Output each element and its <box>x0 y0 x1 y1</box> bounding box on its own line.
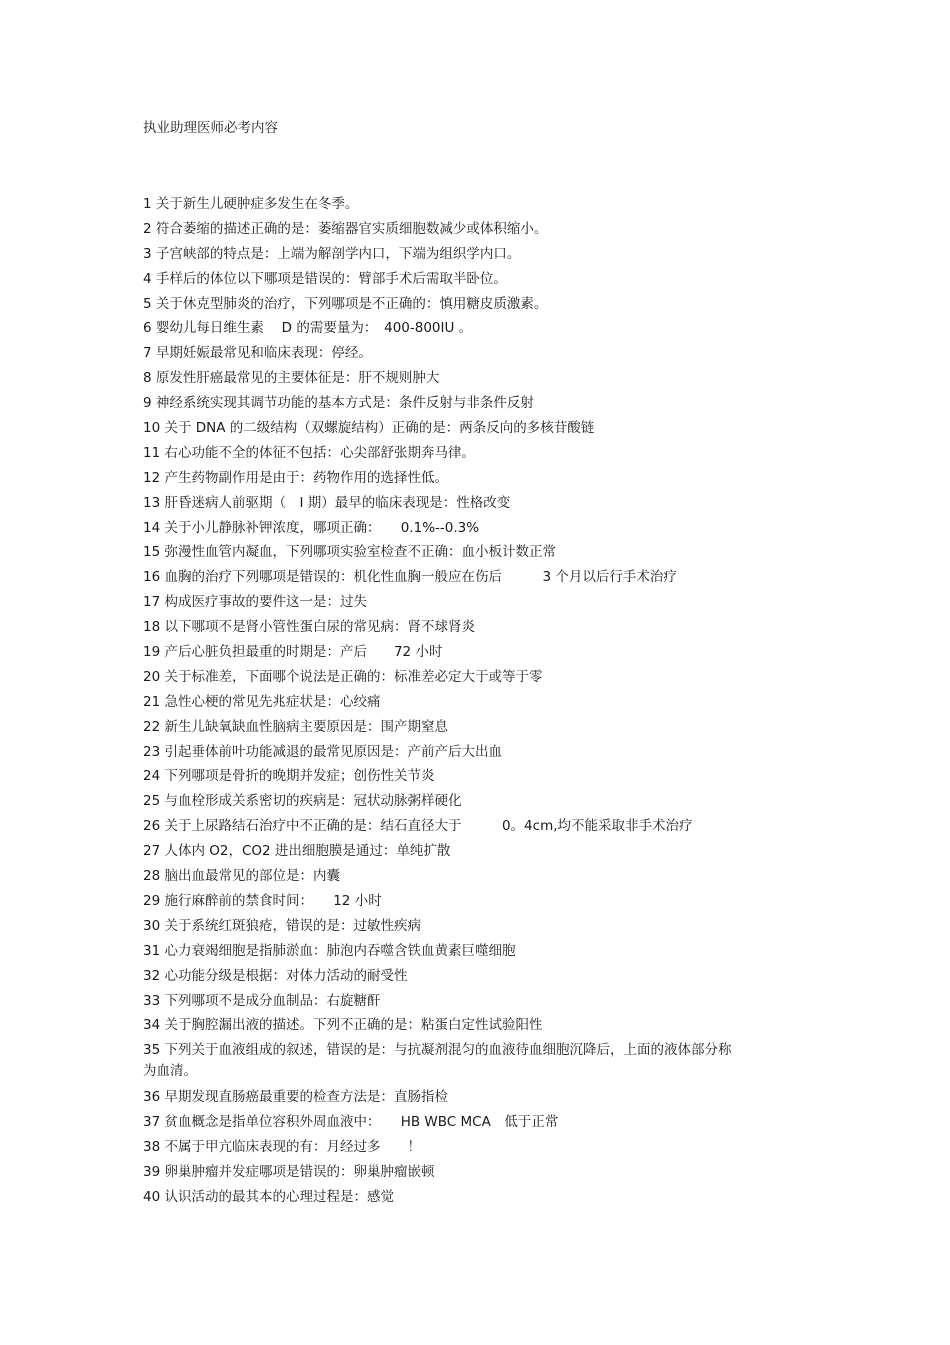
list-item: 15 弥漫性血管内凝血，下列哪项实验室检查不正确：血小板计数正常 <box>143 544 556 561</box>
list-item: 21 急性心梗的常见先兆症状是：心绞痛 <box>143 693 381 710</box>
list-item: 13 肝昏迷病人前驱期（ I 期）最早的临床表现是：性格改变 <box>143 494 511 511</box>
list-item: 3 子宫峡部的特点是：上端为解剖学内口，下端为组织学内口。 <box>143 245 521 262</box>
list-item: 2 符合萎缩的描述正确的是：萎缩器官实质细胞数减少或体积缩小。 <box>143 220 548 237</box>
list-item: 25 与血栓形成关系密切的疾病是：冠状动脉粥样硬化 <box>143 793 462 810</box>
list-item: 28 脑出血最常见的部位是：内囊 <box>143 868 340 885</box>
list-item: 9 神经系统实现其调节功能的基本方式是：条件反射与非条件反射 <box>143 395 534 412</box>
list-item: 37 贫血概念是指单位容积外周血液中： HB WBC MCA 低于正常 <box>143 1114 559 1131</box>
list-item: 10 关于 DNA 的二级结构（双螺旋结构）正确的是：两条反向的多核苷酸链 <box>143 420 595 437</box>
list-item: 1 关于新生儿硬肿症多发生在冬季。 <box>143 196 359 212</box>
list-item: 24 下列哪项是骨折的晚期并发症；创伤性关节炎 <box>143 768 435 785</box>
list-item: 4 手样后的体位以下哪项是错误的：臂部手术后需取半卧位。 <box>143 270 507 287</box>
list-item: 19 产后心脏负担最重的时期是：产后 72 小时 <box>143 644 443 661</box>
list-item: 30 关于系统红斑狼疮，错误的是：过敏性疾病 <box>143 917 421 934</box>
list-item: 16 血胸的治疗下列哪项是错误的：机化性血胸一般应在伤后 3 个月以后行手术治疗 <box>143 569 677 586</box>
list-item: 29 施行麻醉前的禁食时间： 12 小时 <box>143 892 382 909</box>
list-item: 20 关于标准差，下面哪个说法是正确的：标准差必定大于或等于零 <box>143 668 543 685</box>
list-item: 26 关于上尿路结石治疗中不正确的是：结石直径大于 0。4cm,均不能采取非手术治疗 <box>143 818 693 835</box>
list-item: 23 引起垂体前叶功能减退的最常见原因是：产前产后大出血 <box>143 743 502 760</box>
list-item: 18 以下哪项不是肾小管性蛋白尿的常见病：肾不球肾炎 <box>143 619 475 636</box>
list-item: 35 下列关于血液组成的叙述，错误的是：与抗凝剂混匀的血液待血细胞沉降后，上面的液体部分称为血清。 <box>143 1042 732 1080</box>
list-item: 32 心功能分级是根据：对体力活动的耐受性 <box>143 967 408 984</box>
list-item: 39 卵巢肿瘤并发症哪项是错误的：卵巢肿瘤嵌顿 <box>143 1163 435 1180</box>
list-item: 40 认识活动的最其本的心理过程是：感觉 <box>143 1188 394 1205</box>
list-item: 6 婴幼儿每日维生素 D 的需要量为： 400-800IU 。 <box>143 320 473 337</box>
list-item: 33 下列哪项不是成分血制品：右旋糖酐 <box>143 992 381 1009</box>
list-item: 34 关于胸腔漏出液的描述。下列不正确的是：粘蛋白定性试验阳性 <box>143 1017 543 1034</box>
list-item: 38 不属于甲亢临床表现的有：月经过多 ！ <box>143 1138 421 1155</box>
list-item: 22 新生儿缺氧缺血性脑病主要原因是：围产期窒息 <box>143 718 448 735</box>
list-item: 5 关于休克型肺炎的治疗，下列哪项是不正确的：慎用糖皮质激素。 <box>143 295 548 312</box>
list-item: 31 心力衰竭细胞是指肺淤血：肺泡内吞噬含铁血黄素巨噬细胞 <box>143 942 516 959</box>
question-list <box>143 194 763 1212</box>
list-item: 11 右心功能不全的体征不包括：心尖部舒张期奔马律。 <box>143 444 475 461</box>
document-title: 执业助理医师必考内容 <box>143 120 278 136</box>
list-item: 14 关于小儿静脉补钾浓度，哪项正确： 0.1%--0.3% <box>143 519 480 536</box>
list-item: 27 人体内 O2，CO2 进出细胞膜是通过：单纯扩散 <box>143 843 451 860</box>
list-item: 17 构成医疗事故的要件这一是：过失 <box>143 594 367 611</box>
list-item: 12 产生药物副作用是由于：药物作用的选择性低。 <box>143 469 448 486</box>
list-item: 8 原发性肝癌最常见的主要体征是：肝不规则肿大 <box>143 370 440 387</box>
list-item: 36 早期发现直肠癌最重要的检查方法是：直肠指检 <box>143 1089 448 1106</box>
list-item: 7 早期妊娠最常见和临床表现：停经。 <box>143 345 372 362</box>
